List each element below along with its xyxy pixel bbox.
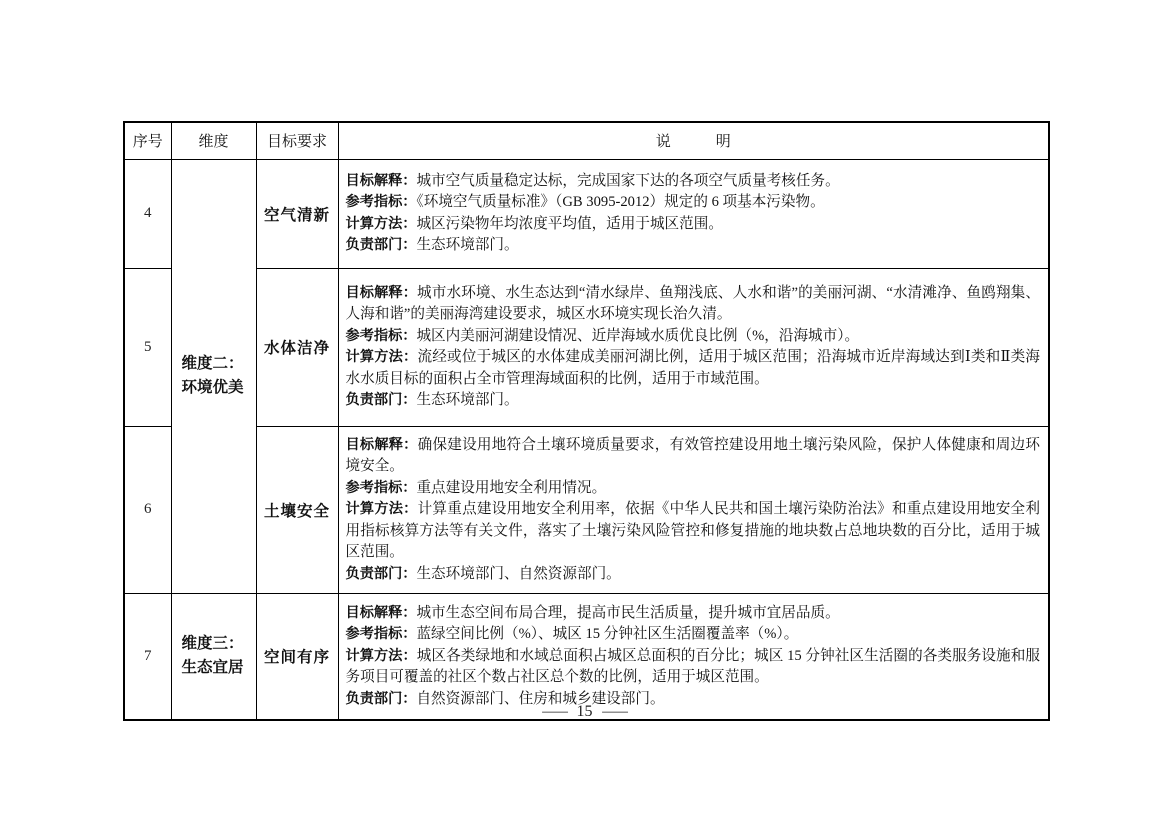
explanation-cell <box>338 594 1049 720</box>
explanation-item <box>346 478 1041 500</box>
explanation-item <box>346 564 1041 586</box>
explanation-label: 目标解释： <box>345 284 418 301</box>
explanation-item <box>346 171 1041 193</box>
dimension-cell <box>171 159 256 594</box>
explanation-text: 确保建设用地符合土壤环境质量要求，有效管控建设用地土壤污染风险，保护人体健康和周边环境安全。 <box>345 436 1040 474</box>
col-header-target: 目标要求 <box>256 122 338 159</box>
target-cell: 水体洁净 <box>256 268 338 426</box>
indicator-table <box>123 121 1050 721</box>
explanation-item <box>346 624 1041 646</box>
dimension-line: 生态宜居 <box>181 659 244 677</box>
explanation-label: 负责部门： <box>345 565 417 582</box>
table-row <box>124 594 1049 720</box>
explanation-item <box>346 283 1041 326</box>
col-header-dimension: 维度 <box>171 122 256 159</box>
explanation-item <box>346 646 1041 689</box>
target-cell: 空气清新 <box>256 159 338 268</box>
explanation-cell <box>338 426 1049 594</box>
seq-cell: 5 <box>124 268 171 426</box>
explanation-label: 参考指标： <box>345 194 417 210</box>
explanation-text: 城区污染物年均浓度平均值，适用于城区范围。 <box>416 215 723 232</box>
explanation-item <box>346 499 1041 564</box>
explanation-item <box>346 235 1041 257</box>
explanation-text: 流经或位于城区的水体建成美丽河湖比例，适用于城区范围；沿海城市近岸海域达到Ⅰ类和Ⅱ类海水水质目标的面积占全市管理海域面积的比例，适用于市域范围。 <box>345 349 1040 387</box>
header-row <box>124 122 1049 159</box>
explanation-label: 参考指标： <box>345 626 417 642</box>
explanation-text: 生态环境部门、自然资源部门。 <box>416 565 621 582</box>
explanation-text: 生态环境部门。 <box>416 237 519 253</box>
seq-cell: 7 <box>124 594 171 720</box>
explanation-label: 负责部门： <box>345 237 417 253</box>
explanation-text: 城市空气质量稳定达标，完成国家下达的各项空气质量考核任务。 <box>416 172 840 189</box>
dimension-line: 维度三： <box>181 635 244 653</box>
explanation-cell <box>338 268 1049 426</box>
explanation-item <box>346 603 1041 625</box>
explanation-label: 参考指标： <box>345 479 417 496</box>
explanation-item <box>346 192 1041 214</box>
target-cell: 空间有序 <box>256 594 338 720</box>
explanation-text: 蓝绿空间比例（%）、城区 15 分钟社区生活圈覆盖率（%）。 <box>416 626 799 642</box>
explanation-text: 城市生态空间布局合理，提高市民生活质量，提升城市宜居品质。 <box>416 604 840 621</box>
explanation-label: 计算方法： <box>345 215 417 232</box>
explanation-text: 城区内美丽河湖建设情况、近岸海域水质优良比例（%，沿海城市）。 <box>416 327 860 344</box>
page-number: 15 <box>576 703 593 720</box>
target-cell: 土壤安全 <box>256 426 338 594</box>
explanation-label: 目标解释： <box>345 172 417 189</box>
explanation-text: 《环境空气质量标准》（GB 3095-2012）规定的 6 项基本污染物。 <box>416 194 825 210</box>
explanation-item <box>346 435 1041 478</box>
col-header-seq: 序号 <box>124 122 171 159</box>
explanation-text: 城市水环境、水生态达到“清水绿岸、鱼翔浅底、人水和谐”的美丽河湖、“水清滩净、鱼鸥翔集、人海和谐”的美丽海湾建设要求，城区水环境实现长治久清。 <box>345 284 1040 322</box>
explanation-label: 计算方法： <box>345 647 417 664</box>
explanation-item <box>346 214 1041 236</box>
footer-dash-right: — <box>601 703 628 720</box>
footer-dash-left: — <box>541 703 568 720</box>
explanation-text: 计算重点建设用地安全利用率，依据《中华人民共和国土壤污染防治法》和重点建设用地安全利用指标核算方法等有关文件，落实了土壤污染风险管控和修复措施的地块数占总地块数的百分比，适用于城区范围。 <box>345 501 1040 560</box>
explanation-cell <box>338 159 1049 268</box>
table-row <box>124 159 1049 268</box>
explanation-text: 自然资源部门、住房和城乡建设部门。 <box>416 690 665 707</box>
seq-cell: 6 <box>124 426 171 594</box>
page-footer <box>0 703 1169 721</box>
explanation-item <box>346 347 1041 390</box>
explanation-text: 城区各类绿地和水域总面积占城区总面积的百分比；城区 15 分钟社区生活圈的各类服务设施和服务项目可覆盖的社区个数占社区总个数的比例，适用于城区范围。 <box>345 647 1040 685</box>
explanation-label: 目标解释： <box>345 436 418 453</box>
explanation-label: 负责部门： <box>345 690 417 707</box>
dimension-line: 环境优美 <box>181 379 244 397</box>
explanation-label: 计算方法： <box>345 501 418 517</box>
seq-cell: 4 <box>124 159 171 268</box>
dimension-cell <box>171 594 256 720</box>
explanation-text: 生态环境部门。 <box>416 392 519 408</box>
explanation-item <box>346 390 1041 412</box>
explanation-label: 目标解释： <box>345 604 417 621</box>
dimension-line: 维度二： <box>181 355 244 373</box>
table-row <box>124 426 1049 594</box>
explanation-item <box>346 326 1041 348</box>
table-row <box>124 268 1049 426</box>
col-header-explanation: 说 明 <box>338 122 1049 159</box>
explanation-text: 重点建设用地安全利用情况。 <box>416 479 607 496</box>
explanation-label: 参考指标： <box>345 327 417 344</box>
explanation-label: 负责部门： <box>345 392 417 408</box>
explanation-label: 计算方法： <box>345 349 418 365</box>
